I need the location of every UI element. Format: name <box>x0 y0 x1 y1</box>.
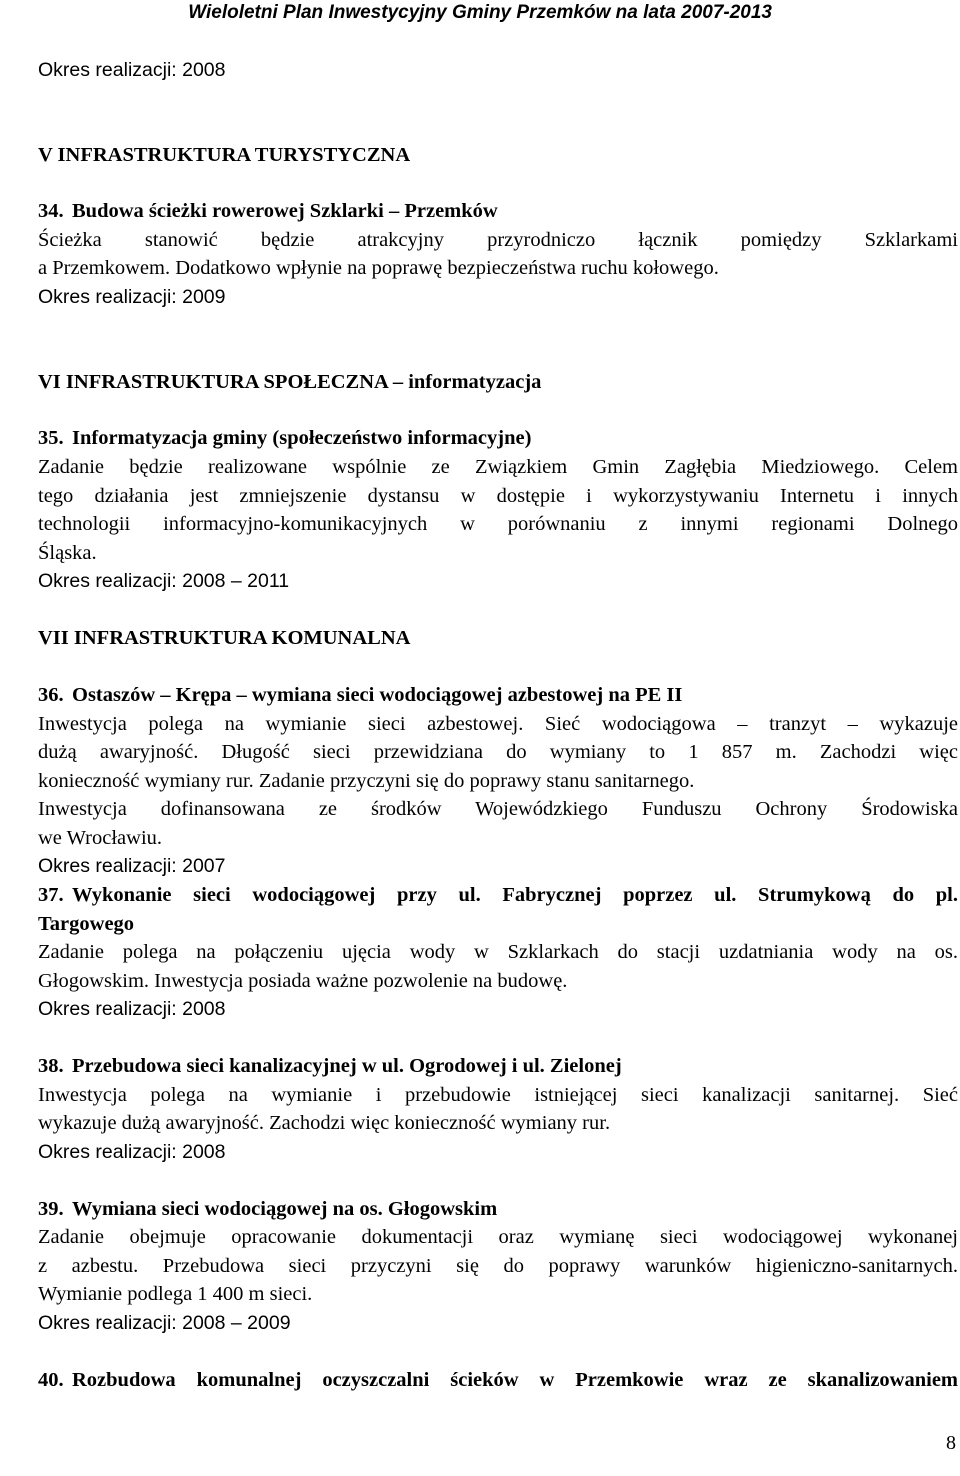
item-36-desc-2: dużą awaryjność. Długość sieci przewidziana do wymiany to 1 857 m. Zachodzi więc <box>38 741 958 763</box>
item-37-desc-2: Głogowskim. Inwestycja posiada ważne pozwolenie na budowę. <box>38 970 568 992</box>
item-35-number: 35. <box>38 427 64 449</box>
item-39-title <box>38 1195 958 1223</box>
item-37-term: Okres realizacji: 2008 <box>38 998 226 1020</box>
item-35-desc-3: technologii informacyjno-komunikacyjnych w porównaniu z innymi regionami Dolnego <box>38 513 958 535</box>
item-38-desc-2: wykazuje dużą awaryjność. Zachodzi więc konieczność wymiany rur. <box>38 1112 611 1134</box>
item-36-desc-3: konieczność wymiany rur. Zadanie przyczyni się do poprawy stanu sanitarnego. <box>38 770 695 792</box>
item-39-title-text: Wymiana sieci wodociągowej na os. Głogowskim <box>72 1198 498 1220</box>
item-37-title-text: Wykonanie sieci wodociągowej przy ul. Fabrycznej poprzez ul. Strumykową do pl. <box>72 884 958 906</box>
item-36-title-text: Ostaszów – Krępa – wymiana sieci wodociągowej azbestowej na PE II <box>72 684 683 706</box>
item-36-desc-5: we Wrocławiu. <box>38 827 163 849</box>
section-heading-vii: VII INFRASTRUKTURA KOMUNALNA <box>38 627 411 649</box>
item-34-desc-1: Ścieżka stanowić będzie atrakcyjny przyrodniczo łącznik pomiędzy Szklarkami <box>38 229 958 251</box>
item-35-desc-2: tego działania jest zmniejszenie dystansu w dostępie i wykorzystywaniu Internetu i innych <box>38 485 958 507</box>
item-39-desc-3: Wymianie podlega 1 400 m sieci. <box>38 1283 313 1305</box>
item-37-title-2: Targowego <box>38 913 135 935</box>
item-36-desc-1: Inwestycja polega na wymianie sieci azbestowej. Sieć wodociągowa – tranzyt – wykazuje <box>38 713 958 735</box>
item-38-number: 38. <box>38 1055 64 1077</box>
item-36-title <box>38 681 958 709</box>
item-35-title-text: Informatyzacja gminy (społeczeństwo informacyjne) <box>72 427 532 449</box>
item-37-desc-1: Zadanie polega na połączeniu ujęcia wody w Szklarkach do stacji uzdatniania wody na os. <box>38 941 958 963</box>
item-36-desc-4: Inwestycja dofinansowana ze środków Wojewódzkiego Funduszu Ochrony Środowiska <box>38 798 958 820</box>
item-35-title <box>38 424 958 452</box>
item-38-title-text: Przebudowa sieci kanalizacyjnej w ul. Ogrodowej i ul. Zielonej <box>72 1055 622 1077</box>
item-34-title <box>38 197 958 225</box>
item-38-title <box>38 1052 958 1080</box>
page-number: 8 <box>946 1432 956 1454</box>
item-35-term: Okres realizacji: 2008 – 2011 <box>38 570 290 592</box>
item-36-number: 36. <box>38 684 64 706</box>
item-40-title-text: Rozbudowa komunalnej oczyszczalni ścieków w Przemkowie wraz ze skanalizowaniem <box>72 1369 958 1391</box>
item-36-term: Okres realizacji: 2007 <box>38 855 226 877</box>
item-40-number: 40. <box>38 1369 64 1391</box>
running-header: Wieloletni Plan Inwestycyjny Gminy Przemków na lata 2007-2013 <box>188 2 772 23</box>
item-37-number: 37. <box>38 884 64 906</box>
item-38-desc-1: Inwestycja polega na wymianie i przebudowie istniejącej sieci kanalizacji sanitarnej. Sieć <box>38 1084 958 1106</box>
item-39-desc-2: z azbestu. Przebudowa sieci przyczyni się do poprawy warunków higieniczno-sanitarnych. <box>38 1255 958 1277</box>
item-39-desc-1: Zadanie obejmuje opracowanie dokumentacji oraz wymianę sieci wodociągowej wykonanej <box>38 1226 958 1248</box>
item-40-title <box>38 1366 958 1394</box>
item-38-term: Okres realizacji: 2008 <box>38 1141 226 1163</box>
item-34-desc-2: a Przemkowem. Dodatkowo wpłynie na poprawę bezpieczeństwa ruchu kołowego. <box>38 257 719 279</box>
term-line: Okres realizacji: 2008 <box>38 59 226 81</box>
item-35-desc-1: Zadanie będzie realizowane wspólnie ze Związkiem Gmin Zagłębia Miedziowego. Celem <box>38 456 958 478</box>
item-34-number: 34. <box>38 200 64 222</box>
item-34-term: Okres realizacji: 2009 <box>38 286 226 308</box>
item-35-desc-4: Śląska. <box>38 542 97 564</box>
item-37-title-1 <box>38 881 958 909</box>
item-34-title-text: Budowa ścieżki rowerowej Szklarki – Przemków <box>72 200 498 222</box>
item-39-term: Okres realizacji: 2008 – 2009 <box>38 1312 291 1334</box>
section-heading-vi: VI INFRASTRUKTURA SPOŁECZNA – informatyzacja <box>38 371 542 393</box>
section-heading-v: V INFRASTRUKTURA TURYSTYCZNA <box>38 144 411 166</box>
item-39-number: 39. <box>38 1198 64 1220</box>
